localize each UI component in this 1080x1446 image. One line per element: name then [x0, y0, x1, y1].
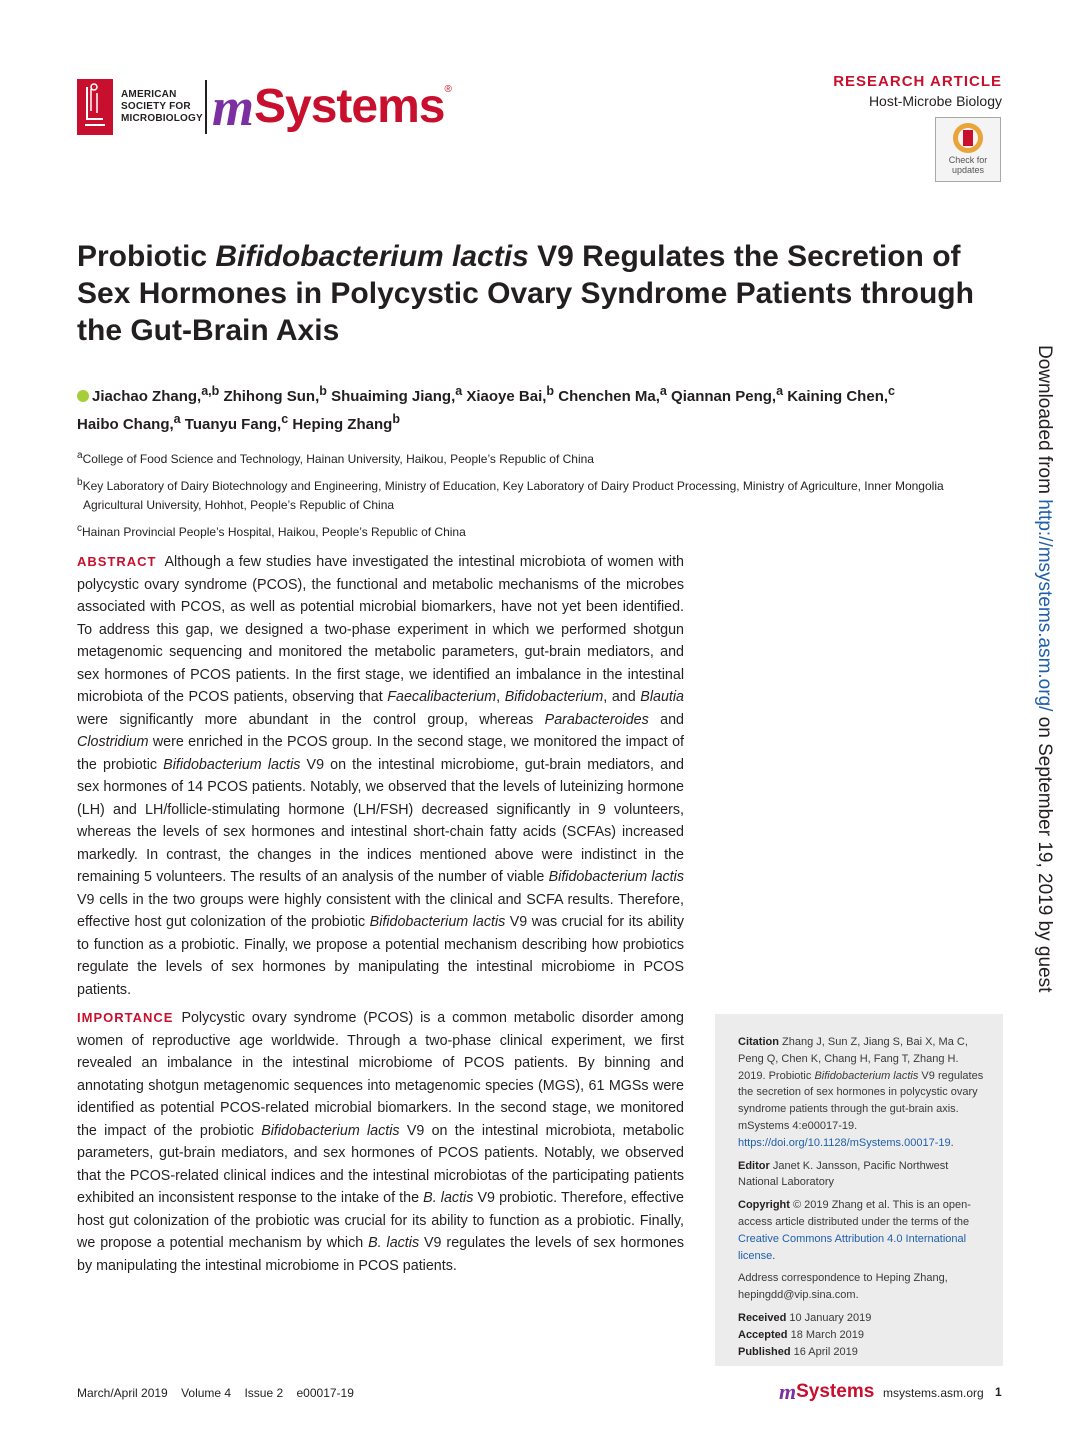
logo-divider	[205, 80, 207, 134]
author-affiliation: a	[173, 412, 181, 426]
affiliation-a	[77, 446, 997, 469]
site-link[interactable]: http://msystems.asm.org/	[1034, 499, 1055, 712]
abstract-text: were enriched in the PCOS group. In the second stage, we monitored the impact of the probiotic	[77, 734, 684, 773]
citation-text: Zhang J, Sun Z, Jiang S, Bai X, Ma C, Peng Q, Chen K, Chang H, Fang T, Zhang H. 2019. Probiotic	[738, 1036, 968, 1082]
citation-text: .	[950, 1136, 954, 1149]
registered-mark: ®	[444, 84, 452, 95]
page-number: 1	[995, 1385, 1002, 1399]
title-text: V9 Regulates the Secretion of Sex Hormones in Polycystic Ovary Syndrome Patients through the Gut-Brain Axis	[77, 240, 974, 347]
publisher-name	[121, 89, 203, 125]
author-name: Tuanyu Fang,	[184, 416, 282, 433]
taxon: Bifidobacterium lactis	[369, 914, 506, 930]
abstract-text: V9 on the intestinal microbiome, gut-brain mediators, and sex hormones of 14 PCOS patients. Notably, we observed that the levels of luteinizing hormone (LH) and LH/follicle-stimulating hormone (LH/FSH) decreased significantly in 9 volunteers, whereas the levels of sex hormones and intestinal short-chain fatty acids (SCFAs) increased markedly. In contrast, the changes in the indices mentioned above were indistinct in the remaining 5 volunteers. The results of an analysis of the number of viable	[77, 756, 684, 885]
download-note	[1033, 345, 1055, 1105]
footer-url[interactable]: msystems.asm.org	[883, 1386, 984, 1400]
abstract-text: ,	[496, 689, 505, 705]
author-affiliation: b	[546, 384, 555, 398]
taxon: Faecalibacterium	[387, 689, 497, 705]
published-date: 16 April 2019	[790, 1345, 858, 1358]
affiliation-mark: a	[77, 450, 83, 461]
abstract-paragraph	[77, 551, 684, 1001]
affiliation-c	[77, 519, 997, 542]
author-name: Qiannan Peng,	[671, 388, 777, 405]
license-link[interactable]: Creative Commons Attribution 4.0 International license	[738, 1232, 967, 1262]
affiliation-b	[77, 473, 997, 515]
received-date: 10 January 2019	[786, 1311, 872, 1324]
doi-link[interactable]: https://doi.org/10.1128/mSystems.00017-19	[738, 1136, 951, 1149]
copyright-text: © 2019 Zhang et al. This is an open-access article distributed under the terms of the	[738, 1199, 971, 1228]
affiliation-text: Key Laboratory of Dairy Biotechnology and Engineering, Ministry of Education, Key Laboratory of Dairy Product Processing, Ministry of Agriculture, Inner Mongolia	[82, 479, 944, 493]
footer-issue-info	[77, 1386, 364, 1400]
importance-text: Polycystic ovary syndrome (PCOS) is a common metabolic disorder among women of reproductive age worldwide. Through a two-phase clinical experiment, we first revealed an imbalance in the intestinal microbiome of PCOS patients. By binning and annotating shotgun metagenomic sequences into metagenomic species (MGS), 61 MGSs were identified as potential PCOS-related microbial biomarkers. In the second stage, we monitored the impact of the probiotic	[77, 1010, 684, 1139]
abstract-text: and	[648, 711, 684, 728]
badge-label: updates	[951, 165, 985, 175]
author-affiliation: a	[659, 384, 667, 398]
citation	[738, 1034, 987, 1152]
author-name: Haibo Chang,	[77, 416, 174, 433]
title-species: Bifidobacterium lactis	[215, 240, 529, 273]
footer-issue: March/April 2019	[77, 1386, 168, 1400]
publisher-line: SOCIETY FOR	[121, 101, 191, 112]
title-text: Probiotic	[77, 240, 216, 273]
citation-taxon: Bifidobacterium lactis	[814, 1069, 919, 1082]
copyright-text: .	[772, 1249, 776, 1262]
publisher-line: AMERICAN	[121, 89, 177, 100]
footer-journal-logo[interactable]	[779, 1381, 874, 1403]
importance-paragraph	[77, 1007, 684, 1277]
author-name: Xiaoye Bai,	[466, 388, 547, 405]
accepted-label: Accepted	[738, 1328, 788, 1341]
taxon: Bifidobacterium	[504, 689, 604, 705]
importance-heading: IMPORTANCE	[77, 1010, 174, 1025]
affiliation-text: Agricultural University, Hohhot, People’s Republic of China	[83, 498, 395, 512]
affiliations	[77, 446, 997, 546]
author-affiliation: c	[281, 412, 289, 426]
abstract-text: V9 was crucial for its ability to function as a probiotic. Finally, we propose a potential mechanism describing how probiotics regulate the levels of sex hormones by manipulating the intestinal microbiome in PCOS patients.	[77, 914, 684, 998]
article-type: RESEARCH ARTICLE	[833, 73, 1002, 90]
author-affiliation: a	[455, 384, 463, 398]
affiliation-mark: b	[77, 477, 83, 488]
citation-text: V9 regulates the secretion of sex hormones in polycystic ovary syndrome patients through the gut-brain axis. mSystems 4:e00017-19.	[738, 1069, 984, 1132]
accepted-date: 18 March 2019	[787, 1328, 864, 1341]
article-type-block	[833, 73, 1002, 109]
footer-issue-number: Issue 2	[244, 1386, 284, 1400]
abstract-text: , and	[603, 689, 641, 705]
journal-logo-text: Systems	[254, 80, 445, 133]
citation-box	[715, 1014, 1003, 1366]
accepted	[738, 1327, 987, 1344]
received	[738, 1310, 987, 1327]
footer-volume: Volume 4	[181, 1386, 232, 1400]
author-affiliation: b	[392, 412, 400, 426]
article-section: Host-Microbe Biology	[868, 93, 1002, 109]
article-title	[77, 238, 1007, 349]
published	[738, 1344, 987, 1361]
check-for-updates-button[interactable]	[935, 117, 1001, 182]
author-name: Jiachao Zhang,	[92, 388, 202, 405]
abstract-text: V9 cells in the two groups were highly consistent with the clinical and SCFA results. Therefore, effective host gut colonization of the probiotic	[77, 891, 684, 930]
asm-logo	[77, 78, 207, 136]
footer-logo-text: Systems	[796, 1381, 875, 1402]
badge-label: Check for	[948, 155, 988, 165]
author-affiliation: a	[776, 384, 784, 398]
taxon: Bifidobacterium lactis	[261, 1122, 400, 1139]
affiliation-text: College of Food Science and Technology, Hainan University, Haikou, People’s Republic of China	[82, 452, 594, 466]
article-body	[77, 551, 684, 1283]
abstract-text: were significantly more abundant in the control group, whereas	[77, 711, 545, 728]
author-name: Shuaiming Jiang,	[331, 388, 456, 405]
author-name: Kaining Chen,	[787, 388, 889, 405]
author-name: Chenchen Ma,	[558, 388, 660, 405]
author-name: Zhihong Sun,	[223, 388, 320, 405]
author-affiliation: a,b	[201, 384, 220, 398]
journal-logo-m: m	[212, 77, 255, 137]
editor-text: Janet K. Jansson, Pacific Northwest National Laboratory	[738, 1159, 949, 1189]
taxon: Blautia	[640, 689, 684, 705]
taxon: B. lactis	[423, 1190, 474, 1206]
correspondence: Address correspondence to Heping Zhang, hepingdd@vip.sina.com.	[738, 1272, 948, 1302]
copyright-label: Copyright	[738, 1199, 790, 1212]
taxon: Bifidobacterium lactis	[163, 756, 301, 773]
author-list	[77, 380, 957, 436]
importance-text: V9 regulates the levels of sex hormones by manipulating the intestinal microbiome in PCOS patients.	[77, 1235, 684, 1274]
taxon: Parabacteroides	[544, 711, 649, 728]
affiliation-text: Hainan Provincial People’s Hospital, Haikou, People’s Republic of China	[82, 525, 466, 539]
journal-logo[interactable]	[212, 76, 452, 136]
asm-flask-icon	[77, 79, 113, 135]
received-label: Received	[738, 1311, 787, 1324]
taxon: Clostridium	[77, 734, 149, 750]
author-affiliation: c	[888, 384, 895, 398]
importance-text: V9 probiotic. Therefore, effective host gut colonization of the probiotic was crucial for its ability to function as a probiotic. Finally, we propose a potential mechanism by which	[77, 1190, 684, 1251]
footer-article-id: e00017-19	[296, 1386, 354, 1400]
abstract-text: Although a few studies have investigated the intestinal microbiota of women with polycystic ovary syndrome (PCOS), the functional and metabolic mechanisms of the microbes associated with PCOS, as well as potential microbial biomarkers, have not yet been identified. To address this gap, we designed a two-phase experiment in which we performed shotgun metagenomic sequencing and monitored the metabolic parameters, gut-brain mediators, and sex hormones of PCOS patients. In the first stage, we identified an imbalance in the intestinal microbiota of the PCOS patients, observing that	[77, 554, 684, 705]
citation-label: Citation	[738, 1036, 779, 1048]
published-label: Published	[738, 1345, 791, 1358]
download-prefix: Downloaded from	[1034, 345, 1055, 500]
editor-label: Editor	[738, 1159, 770, 1172]
importance-text: V9 on the intestinal microbiota, metabolic parameters, gut-brain mediators, and sex hormones of PCOS patients. Notably, we observed that the PCOS-related clinical indices and the intestinal microbiotas of the participating patients exhibited an inconsistent response to the intake of the	[77, 1122, 684, 1206]
publisher-line: MICROBIOLOGY	[121, 113, 203, 124]
author-affiliation: b	[319, 384, 327, 398]
editor	[738, 1158, 987, 1192]
copyright	[738, 1197, 987, 1264]
crossmark-icon	[953, 123, 983, 153]
orcid-icon[interactable]	[77, 390, 89, 402]
taxon: B. lactis	[368, 1235, 420, 1251]
affiliation-mark: c	[77, 523, 82, 534]
author-name: Heping Zhang	[292, 416, 393, 433]
taxon: Bifidobacterium lactis	[548, 869, 684, 885]
abstract-heading: ABSTRACT	[77, 554, 157, 569]
download-suffix: on September 19, 2019 by guest	[1034, 711, 1055, 993]
footer-logo-m: m	[779, 1379, 797, 1404]
